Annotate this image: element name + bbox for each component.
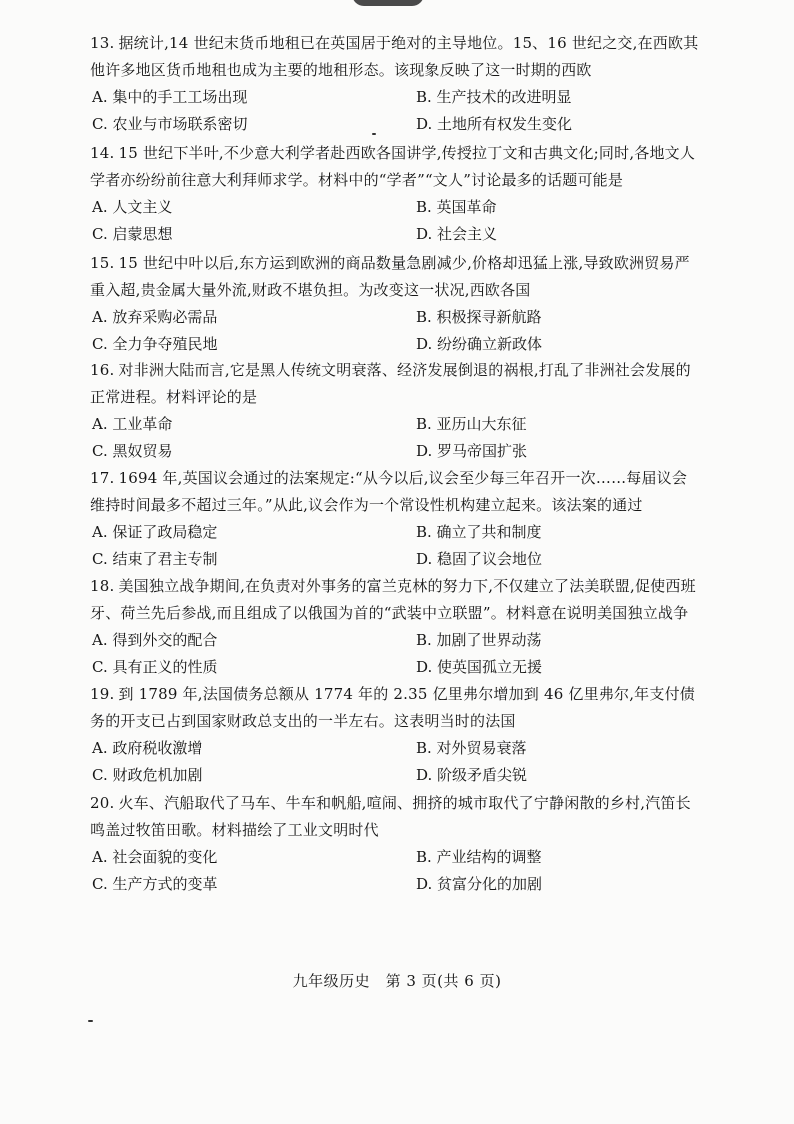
options	[90, 411, 700, 465]
option-d: D. 土地所有权发生变化	[416, 115, 573, 133]
question-stem	[90, 357, 700, 411]
question-16	[90, 357, 700, 465]
option-b: B. 产业结构的调整	[416, 848, 542, 866]
option-a: A. 社会面貌的变化	[92, 848, 218, 866]
option-c: C. 结束了君主专制	[92, 550, 218, 568]
option-b: B. 英国革命	[416, 198, 497, 216]
option-d: D. 稳固了议会地位	[416, 550, 543, 568]
question-20	[90, 790, 700, 898]
option-c: C. 财政危机加剧	[92, 766, 203, 784]
question-number: 18.	[90, 577, 115, 595]
question-number: 13.	[90, 34, 115, 52]
option-a: A. 工业革命	[92, 415, 173, 433]
options	[90, 735, 700, 789]
option-c: C. 启蒙思想	[92, 225, 173, 243]
question-text: 到 1789 年,法国债务总额从 1774 年的 2.35 亿里弗尔增加到 46 亿里弗尔,年支付债务的开支已占到国家财政总支出的一半左右。这表明当时的法国	[90, 685, 695, 730]
options	[90, 844, 700, 898]
option-a: A. 保证了政局稳定	[92, 523, 218, 541]
options	[90, 194, 700, 248]
option-b: B. 对外贸易衰落	[416, 739, 527, 757]
option-b: B. 确立了共和制度	[416, 523, 542, 541]
question-14	[90, 140, 700, 248]
question-stem	[90, 573, 700, 627]
question-13	[90, 30, 700, 138]
question-text: 15 世纪中叶以后,东方运到欧洲的商品数量急剧减少,价格却迅猛上涨,导致欧洲贸易严重入超,贵金属大量外流,财政不堪负担。为改变这一状况,西欧各国	[90, 254, 690, 299]
options	[90, 84, 700, 138]
option-b: B. 亚历山大东征	[416, 415, 527, 433]
option-a: A. 集中的手工工场出现	[92, 88, 248, 106]
question-number: 19.	[90, 685, 115, 703]
question-text: 1694 年,英国议会通过的法案规定:“从今以后,议会至少每三年召开一次……每届议会维持时间最多不超过三年。”从此,议会作为一个常设性机构建立起来。该法案的通过	[90, 469, 688, 514]
option-c: C. 农业与市场联系密切	[92, 115, 248, 133]
question-number: 20.	[90, 794, 115, 812]
option-b: B. 加剧了世界动荡	[416, 631, 542, 649]
question-text: 火车、汽船取代了马车、牛车和帆船,喧闹、拥挤的城市取代了宁静闲散的乡村,汽笛长鸣盖过牧笛田歌。材料描绘了工业文明时代	[90, 794, 691, 839]
options	[90, 519, 700, 573]
question-number: 17.	[90, 469, 115, 487]
options	[90, 304, 700, 358]
question-15	[90, 250, 700, 358]
option-c: C. 生产方式的变革	[92, 875, 218, 893]
question-18	[90, 573, 700, 681]
option-d: D. 阶级矛盾尖锐	[416, 766, 528, 784]
option-c: C. 具有正义的性质	[92, 658, 218, 676]
question-19	[90, 681, 700, 789]
option-d: D. 使英国孤立无援	[416, 658, 543, 676]
question-text: 美国独立战争期间,在负责对外事务的富兰克林的努力下,不仅建立了法美联盟,促使西班牙、荷兰先后参战,而且组成了以俄国为首的“武装中立联盟”。材料意在说明美国独立战争	[90, 577, 696, 622]
question-number: 14.	[90, 144, 115, 162]
option-d: D. 罗马帝国扩张	[416, 442, 528, 460]
option-b: B. 生产技术的改进明显	[416, 88, 572, 106]
question-stem	[90, 790, 700, 844]
option-d: D. 社会主义	[416, 225, 498, 243]
question-text: 对非洲大陆而言,它是黑人传统文明衰落、经济发展倒退的祸根,打乱了非洲社会发展的正常进程。材料评论的是	[90, 361, 691, 406]
page-footer: 九年级历史 第 3 页(共 6 页)	[292, 972, 502, 990]
question-number: 16.	[90, 361, 115, 379]
option-a: A. 人文主义	[92, 198, 173, 216]
option-d: D. 纷纷确立新政体	[416, 335, 543, 353]
scan-speck	[372, 133, 376, 135]
question-text: 据统计,14 世纪末货币地租已在英国居于绝对的主导地位。15、16 世纪之交,在西欧其他许多地区货币地租也成为主要的地租形态。该现象反映了这一时期的西欧	[90, 34, 699, 79]
scan-speck	[88, 1020, 93, 1022]
option-a: A. 放弃采购必需品	[92, 308, 218, 326]
option-c: C. 全力争夺殖民地	[92, 335, 218, 353]
question-stem	[90, 465, 700, 519]
question-text: 15 世纪下半叶,不少意大利学者赴西欧各国讲学,传授拉丁文和古典文化;同时,各地文人学者亦纷纷前往意大利拜师求学。材料中的“学者”“文人”讨论最多的话题可能是	[90, 144, 696, 189]
punch-hole-mark	[352, 0, 424, 6]
question-17	[90, 465, 700, 573]
option-a: A. 政府税收激增	[92, 739, 203, 757]
option-a: A. 得到外交的配合	[92, 631, 218, 649]
question-stem	[90, 681, 700, 735]
question-number: 15.	[90, 254, 115, 272]
options	[90, 627, 700, 681]
question-stem	[90, 30, 700, 84]
option-b: B. 积极探寻新航路	[416, 308, 542, 326]
option-c: C. 黑奴贸易	[92, 442, 173, 460]
option-d: D. 贫富分化的加剧	[416, 875, 543, 893]
question-stem	[90, 250, 700, 304]
question-stem	[90, 140, 700, 194]
